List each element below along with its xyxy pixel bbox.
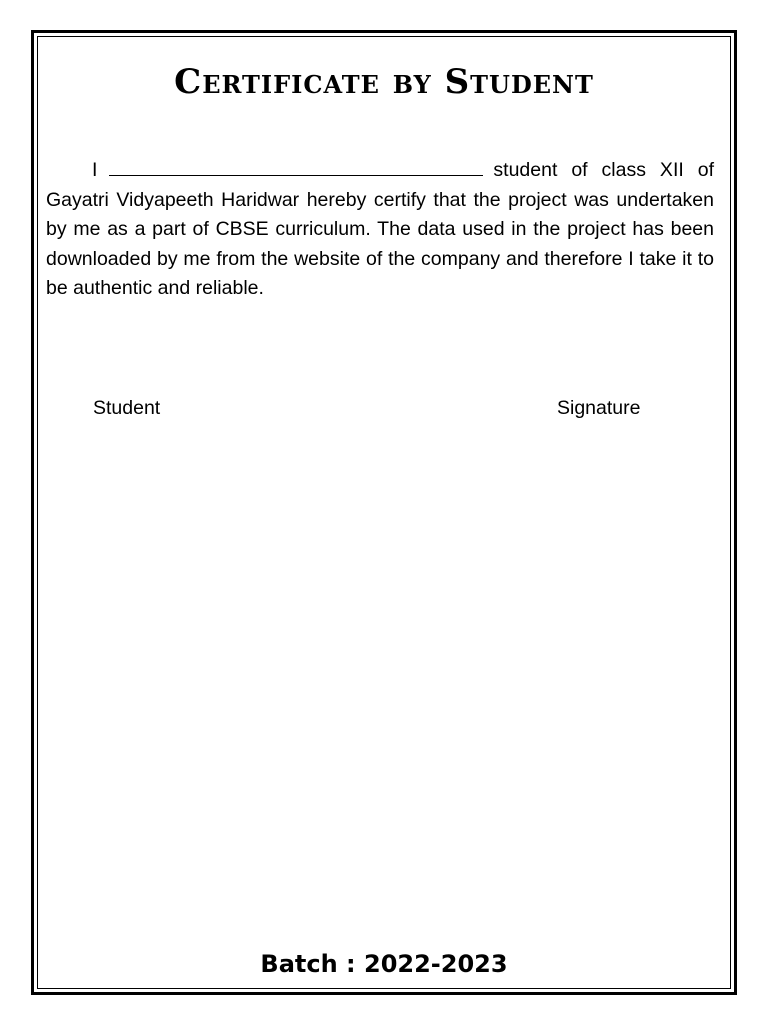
signature-label: Signature	[557, 397, 641, 419]
student-name-blank	[109, 157, 483, 176]
certificate-title: Certificate by Student	[174, 62, 594, 102]
certificate-body	[46, 156, 714, 304]
batch-label: Batch : 2022-2023	[260, 950, 508, 978]
certificate-body-text: student of class XII of Gayatri Vidyapeeth Haridwar hereby certify that the project was undertaken by me as a part of CBSE curriculum. The data used in the project has been downloaded by me from the website of the company and therefore I take it to be authentic and reliable.	[46, 159, 714, 299]
certificate-body-lead: I	[92, 159, 98, 181]
student-label: Student	[93, 397, 161, 419]
